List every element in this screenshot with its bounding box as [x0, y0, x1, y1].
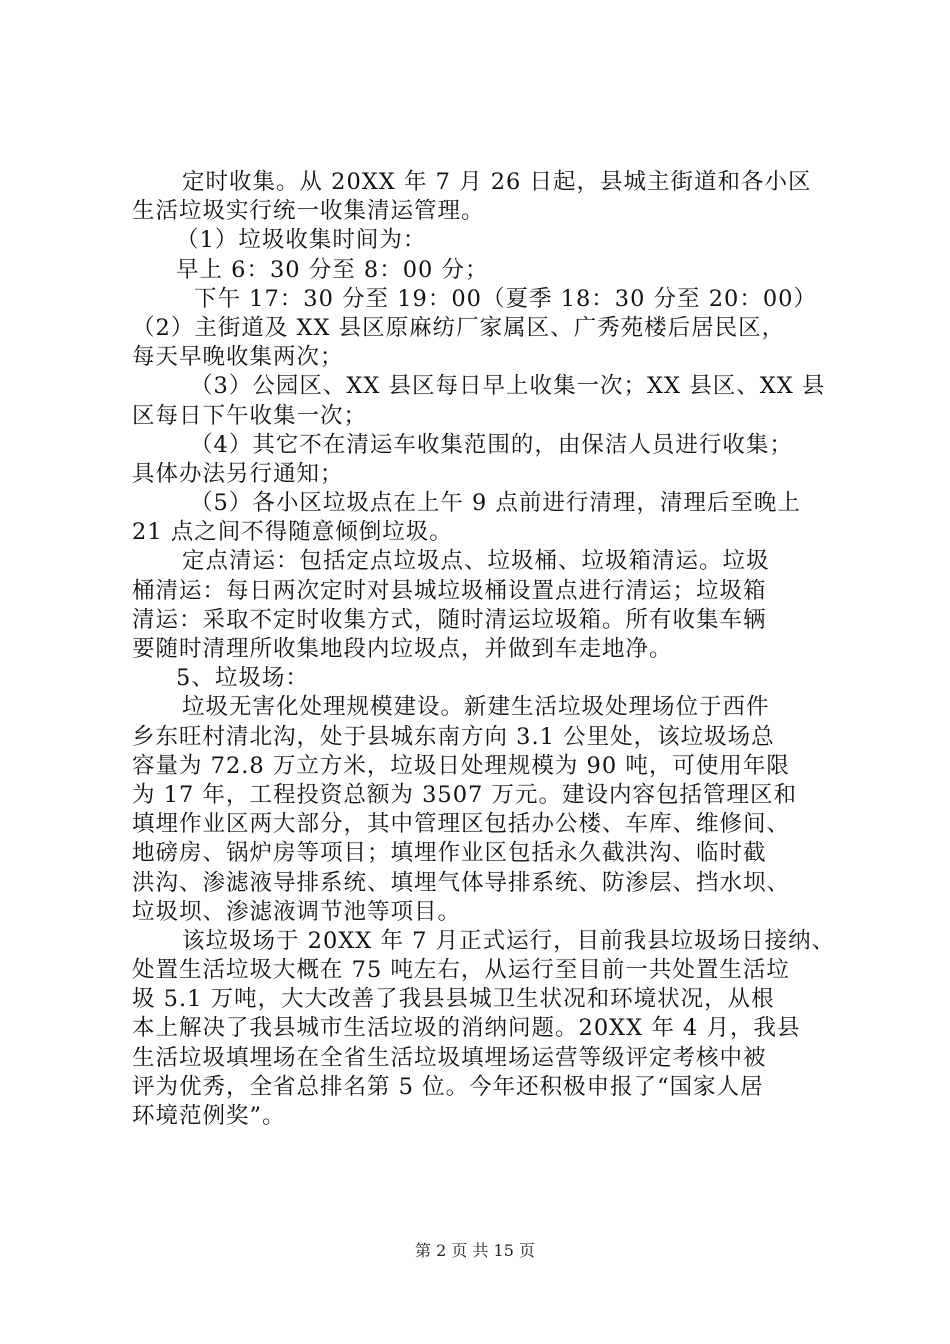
- text-line: 生活垃圾实行统一收集清运管理。: [132, 198, 485, 225]
- text-line: 早上 6：30 分至 8：00 分；: [176, 256, 489, 283]
- text-line: 本上解决了我县城市生活垃圾的消纳问题。20XX 年 4 月，我县: [132, 1015, 801, 1042]
- text-line: 垃圾坝、渗滤液调节池等项目。: [132, 898, 462, 925]
- text-line: 要随时清理所收集地段内垃圾点，并做到车走地净。: [132, 636, 673, 662]
- text-line: 生活垃圾填埋场在全省生活垃圾填埋场运营等级评定考核中被: [132, 1044, 767, 1071]
- text-line: 该垃圾场于 20XX 年 7 月正式运行，目前我县垃圾场日接纳、: [182, 927, 836, 954]
- section-heading: 5、垃圾场：: [176, 665, 309, 692]
- text-line: 具体办法另行通知；: [132, 460, 344, 487]
- text-line: 洪沟、渗滤液导排系统、填埋气体导排系统、防渗层、挡水坝、: [132, 869, 791, 896]
- text-line: 容量为 72.8 万立方米，垃圾日处理规模为 90 吨，可使用年限: [132, 752, 790, 779]
- text-line: 定时收集。从 20XX 年 7 月 26 日起，县城主街道和各小区: [182, 169, 812, 195]
- text-line: 定点清运：包括定点垃圾点、垃圾桶、垃圾箱清运。垃圾: [182, 548, 770, 575]
- text-line: 乡东旺村清北沟，处于县城东南方向 3.1 公里处，该垃圾场总: [132, 723, 775, 750]
- text-line: 环境范例奖”。: [132, 1103, 286, 1129]
- text-line: 垃圾无害化处理规模建设。新建生活垃圾处理场位于西件: [182, 694, 770, 721]
- text-line: （4）其它不在清运车收集范围的，由保洁人员进行收集；: [190, 431, 793, 458]
- text-line: 评为优秀，全省总排名第 5 位。今年还积极申报了“国家人居: [132, 1073, 764, 1100]
- document-body: [132, 168, 836, 1131]
- text-line: 区每日下午收集一次；: [132, 402, 368, 429]
- text-line: 桶清运：每日两次定时对县城垃圾桶设置点进行清运；垃圾箱: [132, 577, 767, 604]
- text-line: （1）垃圾收集时间为：: [176, 227, 427, 254]
- text-line: （5）各小区垃圾点在上午 9 点前进行清理，清理后至晚上: [190, 490, 801, 517]
- text-line: （2）主街道及 XX 县区原麻纺厂家属区、广秀苑楼后居民区，: [132, 314, 786, 341]
- text-line: （3）公园区、XX 县区每日早上收集一次；XX 县区、XX 县: [190, 373, 826, 400]
- text-line: 21 点之间不得随意倾倒垃圾。: [132, 519, 453, 546]
- text-line: 地磅房、锅炉房等项目；填埋作业区包括永久截洪沟、临时截: [132, 840, 767, 867]
- text-line: 下午 17：30 分至 19：00（夏季 18：30 分至 20：00）: [194, 285, 817, 312]
- text-line: 圾 5.1 万吨，大大改善了我县县城卫生状况和环境状况，从根: [132, 986, 775, 1013]
- text-line: 处置生活垃圾大概在 75 吨左右，从运行至目前一共处置生活垃: [132, 957, 790, 984]
- text-line: 为 17 年，工程投资总额为 3507 万元。建设内容包括管理区和: [132, 781, 798, 808]
- text-line: 填埋作业区两大部分，其中管理区包括办公楼、车库、维修间、: [132, 811, 791, 838]
- text-line: 清运：采取不定时收集方式，随时清运垃圾箱。所有收集车辆: [132, 606, 767, 633]
- page-number-footer: 第 2 页 共 15 页: [415, 1241, 535, 1260]
- text-line: 每天早晚收集两次；: [132, 344, 344, 371]
